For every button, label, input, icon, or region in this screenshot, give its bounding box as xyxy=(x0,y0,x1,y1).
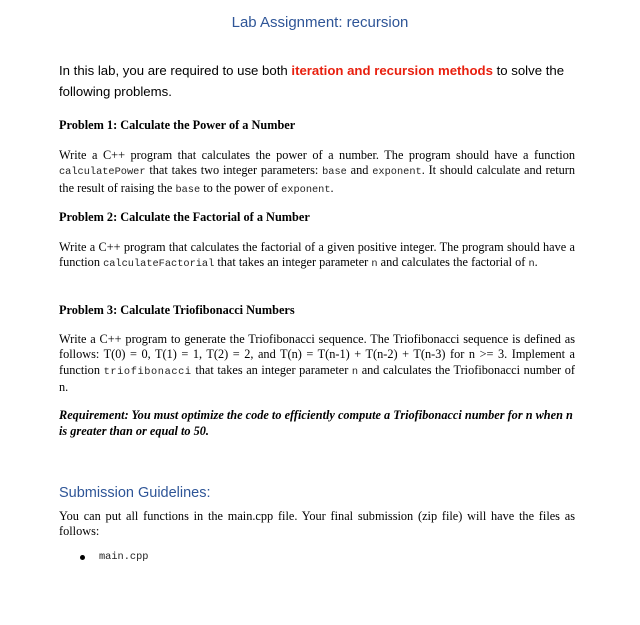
p1-text-5: to the power of xyxy=(200,180,282,195)
p2-text-1: Write a C++ program that calculates the factorial of a given positive integer. The program should have a function xyxy=(59,240,575,270)
problem-1-title: Problem 1: Calculate the Power of a Number xyxy=(59,118,296,132)
problem-3-title: Problem 3: Calculate Triofibonacci Numbers xyxy=(59,303,295,317)
bullet-dot-icon xyxy=(80,555,85,560)
problem-2-description xyxy=(59,240,575,273)
p2-code-n-2: n xyxy=(528,258,535,271)
submission-text: You can put all functions in the main.cpp file. Your final submission (zip file) will have the files as follows: xyxy=(59,509,575,539)
p1-code-exponent-2: exponent xyxy=(281,183,331,196)
intro-paragraph xyxy=(59,60,579,102)
p3-text-1: Write a C++ program to generate the Triofibonacci sequence. The Triofibonacci sequence is defined as follows: T(0) = 0, T(1) = 1, T(2) = 2, and T(n) = T(n-1) + T(n-2) + T(n-3) for n >= 3. Implement a function xyxy=(59,332,575,377)
p2-text-2: that takes an integer parameter xyxy=(214,255,372,270)
p3-text-2: that takes an integer parameter xyxy=(191,362,352,377)
p2-code-n: n xyxy=(371,258,378,271)
p3-code-n: n xyxy=(351,365,359,378)
requirement-note: Requirement: You must optimize the code to efficiently compute a Triofibonacci number for n when n is greater than or equal to 50. xyxy=(59,408,573,438)
p3-code-triofibonacci: triofibonacci xyxy=(103,365,192,378)
p1-text-4: . It should calculate and return the result of raising the xyxy=(59,163,575,195)
p2-code-calculatefactorial: calculateFactorial xyxy=(103,258,215,271)
p1-code-base: base xyxy=(322,166,347,179)
problem-1-description xyxy=(59,148,575,198)
intro-text-after: to solve the following problems. xyxy=(59,63,565,99)
p1-text-2: that takes two integer parameters: xyxy=(145,163,323,178)
document-title: Lab Assignment: recursion xyxy=(231,14,409,31)
p2-text-4: . xyxy=(534,255,538,270)
intro-text-before: In this lab, you are required to use both xyxy=(59,63,292,78)
problem-3-description xyxy=(59,332,575,395)
file-name: main.cpp xyxy=(99,551,149,563)
file-list-item xyxy=(80,551,148,563)
p2-text-3: and calculates the factorial of xyxy=(377,255,529,270)
p1-text-6: . xyxy=(330,180,334,195)
p1-text-3: and xyxy=(346,163,373,178)
submission-heading: Submission Guidelines: xyxy=(59,485,211,501)
problem-2-title: Problem 2: Calculate the Factorial of a Number xyxy=(59,210,310,224)
p1-code-calculatepower: calculatePower xyxy=(59,166,146,179)
intro-highlight: iteration and recursion methods xyxy=(291,63,493,78)
p3-text-3: and calculates the Triofibonacci number of n. xyxy=(59,362,575,394)
p1-code-exponent: exponent xyxy=(372,166,422,179)
p1-text-1: Write a C++ program that calculates the power of a number. The program should have a function xyxy=(59,148,575,162)
p1-code-base-2: base xyxy=(175,183,201,196)
